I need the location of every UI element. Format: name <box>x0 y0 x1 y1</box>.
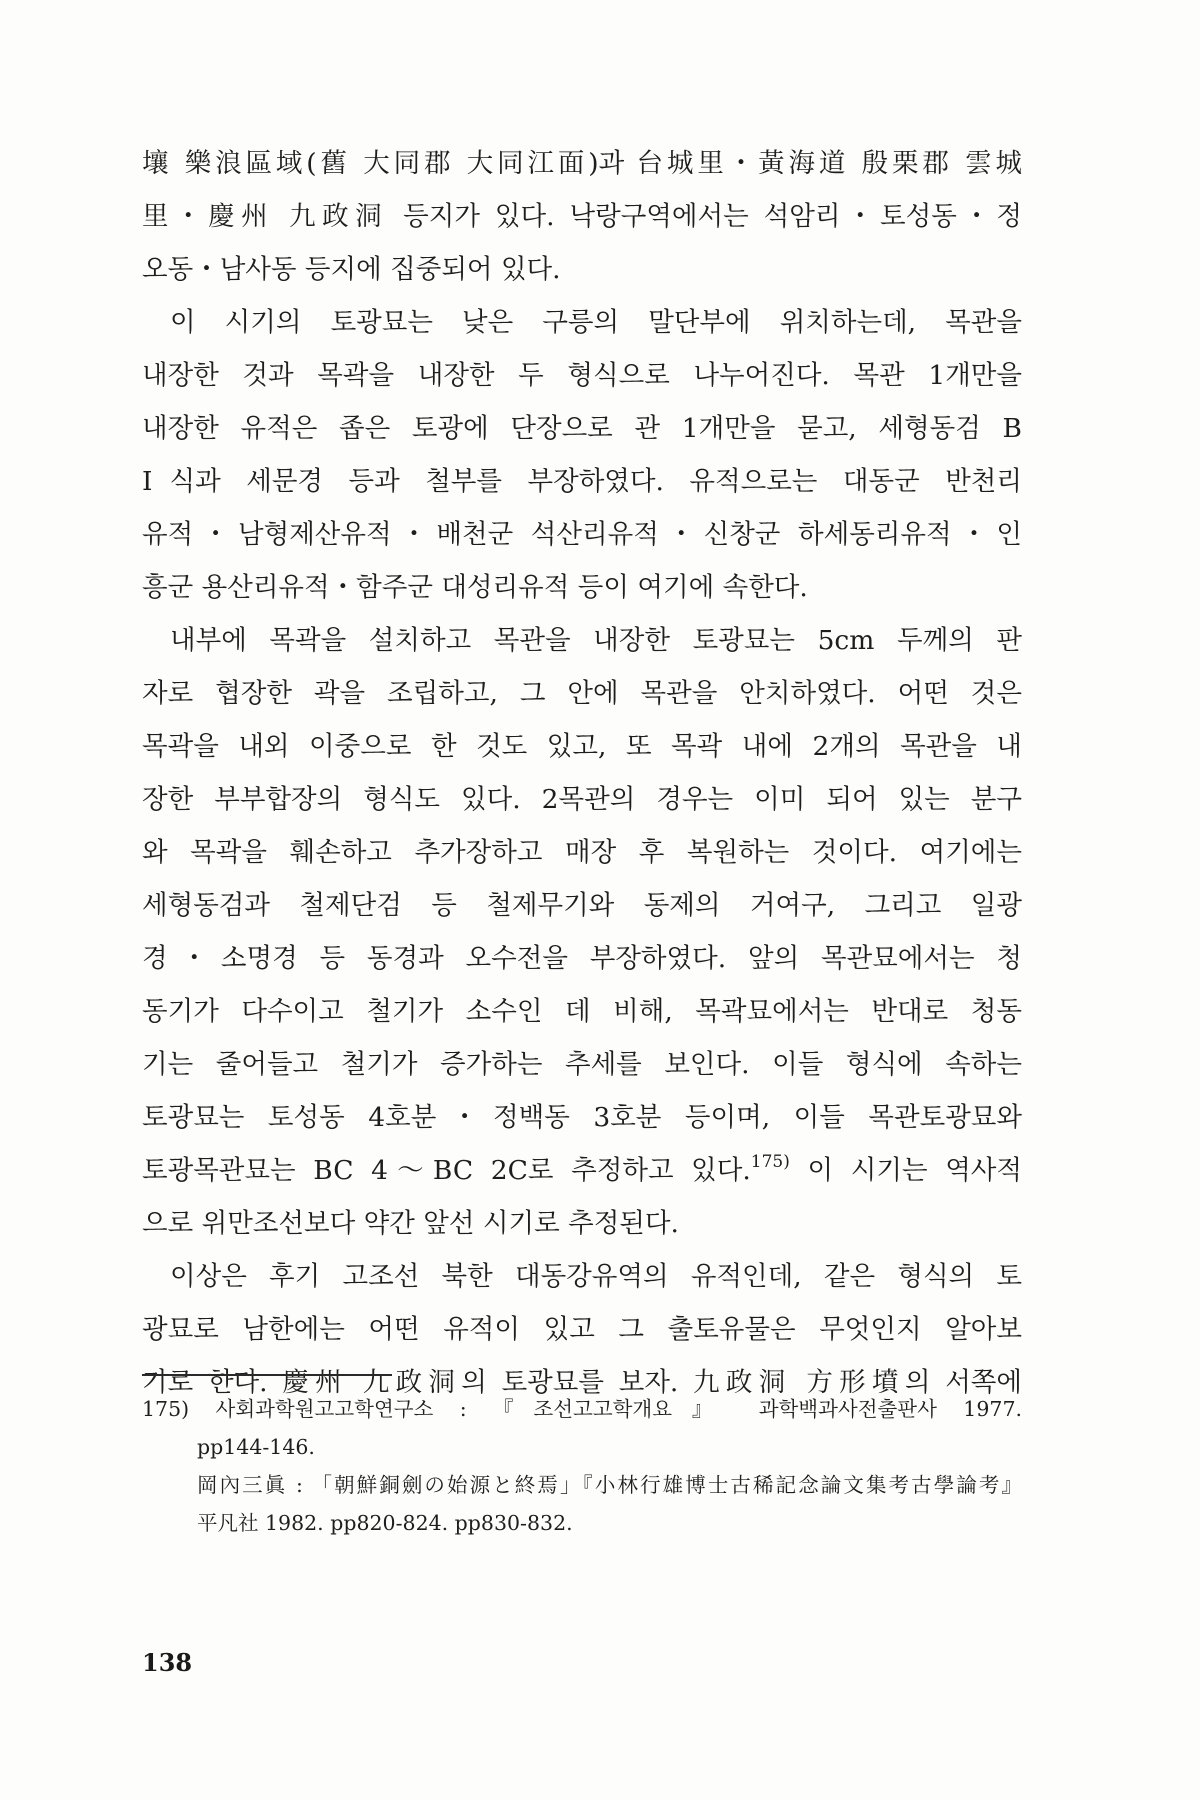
text-line-with-footnote <box>142 1149 1022 1192</box>
text-line: 이 시기의 토광묘는 낮은 구릉의 말단부에 위치하는데, 목관을 <box>170 307 1022 338</box>
text-line: 광묘로 남한에는 어떤 유적이 있고 그 출토유물은 무엇인지 알아보 <box>142 1314 1022 1345</box>
footnotes <box>142 1392 1022 1544</box>
text-line: 기로 한다. 慶州 九政洞의 토광묘를 보자. 九政洞 方形墳의 서쪽에 <box>142 1367 1022 1398</box>
text-line: 와 목곽을 훼손하고 추가장하고 매장 후 복원하는 것이다. 여기에는 <box>142 837 1022 868</box>
text-line: 내장한 유적은 좁은 토광에 단장으로 관 1개만을 묻고, 세형동검 B <box>142 413 1022 444</box>
text-line: 으로 위만조선보다 약간 앞선 시기로 추정된다. <box>142 1208 679 1239</box>
text-segment: 토광목관묘는 BC 4～BC 2C로 추정하고 있다. <box>142 1155 751 1186</box>
text-line: 동기가 다수이고 철기가 소수인 데 비해, 목곽묘에서는 반대로 청동 <box>142 996 1022 1027</box>
main-text <box>142 142 1022 1414</box>
text-line: 내장한 것과 목곽을 내장한 두 형식으로 나누어진다. 목관 1개만을 <box>142 360 1022 391</box>
text-line: 오동・남사동 등지에 집중되어 있다. <box>142 254 561 285</box>
footnote-marker: 175) <box>750 1152 790 1172</box>
text-line: 里・慶州 九政洞 등지가 있다. 낙랑구역에서는 석암리・토성동・정 <box>142 201 1022 232</box>
text-line: 토광묘는 토성동 4호분・정백동 3호분 등이며, 이들 목관토광묘와 <box>142 1102 1022 1133</box>
footnote-line: 岡內三眞 : 「朝鮮銅劍の始源と終焉」『小林行雄博士古稀記念論文集考古學論考』 <box>197 1473 1022 1497</box>
text-line: 세형동검과 철제단검 등 철제무기와 동제의 거여구, 그리고 일광 <box>142 890 1022 921</box>
text-line: 기는 줄어들고 철기가 증가하는 추세를 보인다. 이들 형식에 속하는 <box>142 1049 1022 1080</box>
text-line: 유적・남형제산유적・배천군 석산리유적・신창군 하세동리유적・인 <box>142 519 1022 550</box>
text-line: 흥군 용산리유적・함주군 대성리유적 등이 여기에 속한다. <box>142 572 808 603</box>
text-segment: 이 시기는 역사적 <box>789 1155 1022 1186</box>
text-line: 목곽을 내외 이중으로 한 것도 있고, 또 목곽 내에 2개의 목관을 내 <box>142 731 1022 762</box>
footnote-line: 175) 사회과학원고고학연구소 : 『조선고고학개요』 과학백과사전출판사 1977. <box>142 1397 1022 1421</box>
text-line: 이상은 후기 고조선 북한 대동강유역의 유적인데, 같은 형식의 토 <box>170 1261 1022 1292</box>
footnote-divider <box>142 1374 392 1376</box>
text-line: 경・소명경 등 동경과 오수전을 부장하였다. 앞의 목관묘에서는 청 <box>142 943 1022 974</box>
footnote-line: pp144-146. <box>197 1435 315 1459</box>
text-line: 壤 樂浪區域(舊 大同郡 大同江面)과 台城里・黃海道 殷栗郡 雲城 <box>142 148 1022 179</box>
text-line: 장한 부부합장의 형식도 있다. 2목관의 경우는 이미 되어 있는 분구 <box>142 784 1022 815</box>
footnote-line: 平凡社 1982. pp820-824. pp830-832. <box>197 1511 573 1535</box>
text-line: 자로 협장한 곽을 조립하고, 그 안에 목관을 안치하였다. 어떤 것은 <box>142 678 1022 709</box>
page-number: 138 <box>142 1648 193 1677</box>
text-line: Ⅰ식과 세문경 등과 철부를 부장하였다. 유적으로는 대동군 반천리 <box>142 466 1022 497</box>
text-line: 내부에 목곽을 설치하고 목관을 내장한 토광묘는 5cm 두께의 판 <box>170 625 1022 656</box>
